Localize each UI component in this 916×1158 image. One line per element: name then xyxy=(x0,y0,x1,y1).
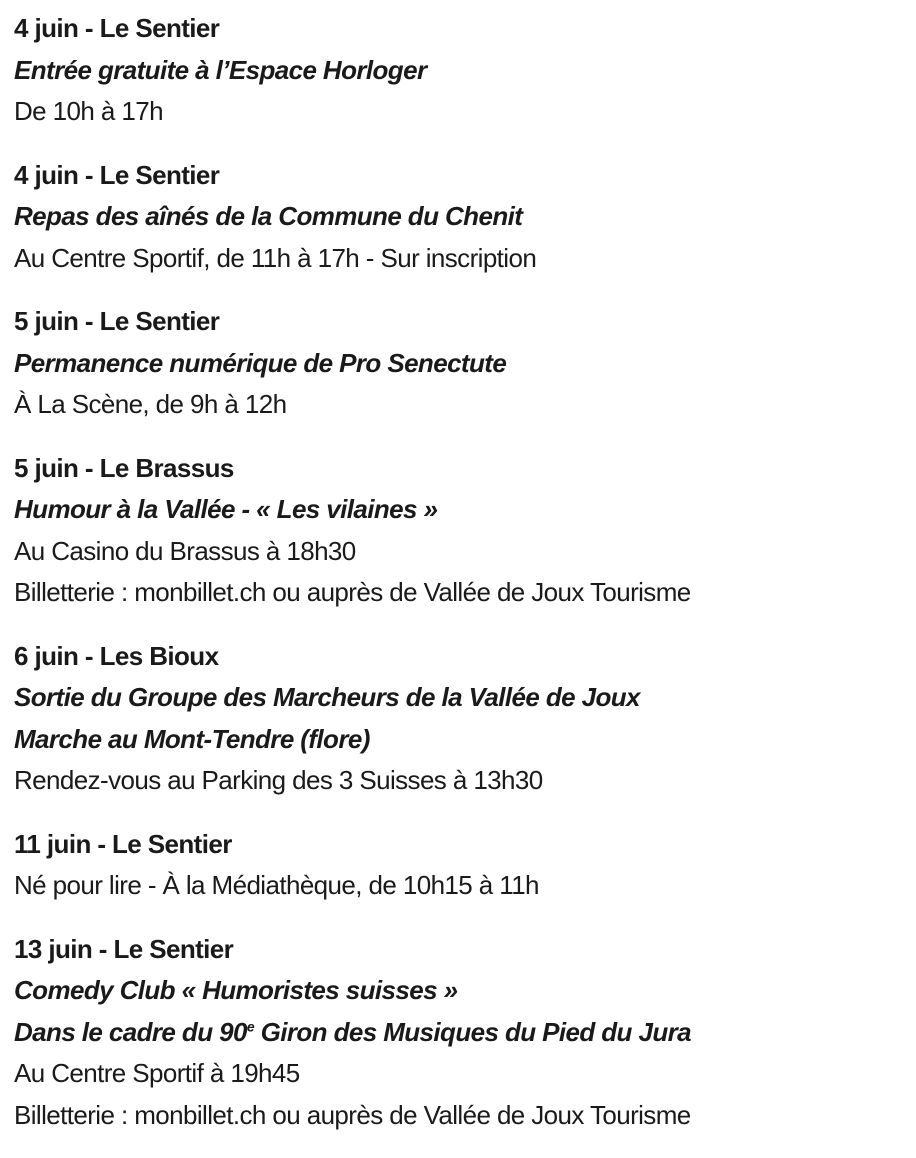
event-date-location: 5 juin - Le Sentier xyxy=(14,306,220,336)
event-title: Entrée gratuite à l’Espace Horloger xyxy=(14,54,427,85)
event-date-location: 6 juin - Les Bioux xyxy=(14,640,219,671)
event-date-location: 4 juin - Le Sentier xyxy=(14,13,220,43)
event-subtitle xyxy=(14,1012,904,1054)
event-details: Au Centre Sportif, de 11h à 17h - Sur inscription xyxy=(14,242,537,273)
event-date-location: 11 juin - Le Sentier xyxy=(14,828,232,859)
event-details: Rendez-vous au Parking des 3 Suisses à 13h30 xyxy=(14,765,543,795)
event-title: Humour à la Vallée - « Les vilaines » xyxy=(14,494,438,524)
event-subtitle: Marche au Mont-Tendre (flore) xyxy=(14,723,370,754)
event-details: À La Scène, de 9h à 12h xyxy=(14,389,287,419)
event-details: Né pour lire - À la Médiathèque, de 10h15 à 11h xyxy=(14,870,539,900)
event-entry xyxy=(14,824,904,907)
event-ticketing: Billetterie : monbillet.ch ou auprès de Vallée de Joux Tourisme xyxy=(14,577,691,607)
event-entry xyxy=(14,8,904,133)
event-entry xyxy=(14,301,904,426)
event-details: De 10h à 17h xyxy=(14,96,163,126)
event-ticketing: Billetterie : monbillet.ch ou auprès de Vallée de Joux Tourisme xyxy=(14,1099,691,1130)
event-entry xyxy=(14,929,904,1137)
event-date-location: 5 juin - Le Brassus xyxy=(14,452,234,483)
event-entry xyxy=(14,155,904,280)
event-details: Au Casino du Brassus à 18h30 xyxy=(14,535,356,566)
event-title: Permanence numérique de Pro Senectute xyxy=(14,347,507,378)
event-title: Repas des aînés de la Commune du Chenit xyxy=(14,201,523,231)
event-agenda xyxy=(14,8,904,1158)
event-date-location: 13 juin - Le Sentier xyxy=(14,933,234,964)
event-entry xyxy=(14,448,904,614)
event-date-location: 4 juin - Le Sentier xyxy=(14,159,220,190)
event-entry xyxy=(14,636,904,802)
event-details: Au Centre Sportif à 19h45 xyxy=(14,1058,300,1088)
ordinal-superscript: e xyxy=(246,1017,255,1034)
giron-text-end: Giron des Musiques du Pied du Jura xyxy=(254,1016,691,1047)
event-title: Comedy Club « Humoristes suisses » xyxy=(14,975,458,1005)
giron-text-start: Dans le cadre du 90 xyxy=(14,1016,247,1047)
event-title: Sortie du Groupe des Marcheurs de la Vallée de Joux xyxy=(14,682,640,712)
